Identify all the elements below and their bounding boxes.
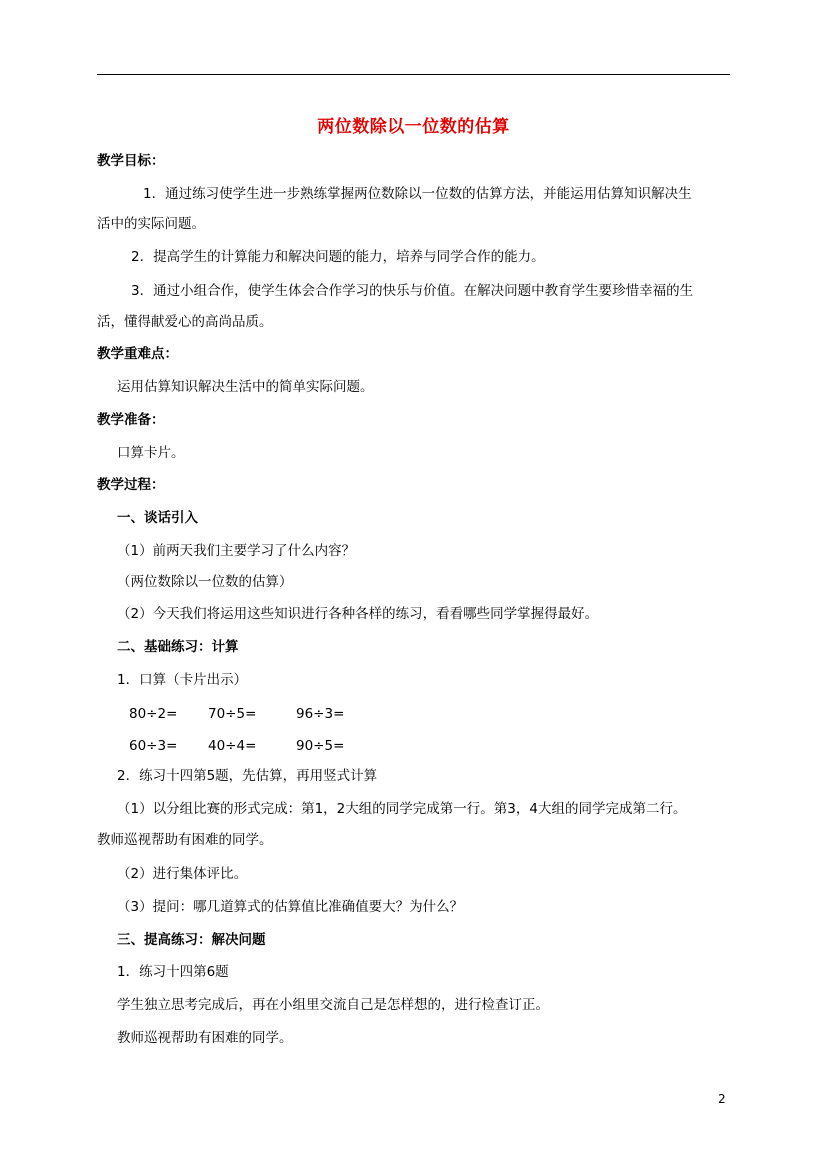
process-heading: 教学过程： (97, 477, 165, 493)
section-3-heading: 三、提高练习：解决问题 (117, 932, 266, 948)
goal-3-line-a: 3．通过小组合作，使学生体会合作学习的快乐与价值。在解决问题中教育学生要珍惜幸福的生 (131, 283, 694, 299)
section-2-line-3b: 教师巡视帮助有困难的同学。 (97, 832, 273, 848)
section-2-line-3a: （1）以分组比赛的形式完成：第1，2大组的同学完成第一行。第3，4大组的同学完成第二行。 (117, 801, 687, 817)
section-2-line-2: 2．练习十四第5题，先估算，再用竖式计算 (117, 768, 378, 784)
calc-item: 96÷3= (296, 706, 345, 722)
header-rule (97, 74, 730, 75)
section-3-line-1: 1．练习十四第6题 (117, 964, 229, 980)
section-2-line-5: （3）提问：哪几道算式的估算值比准确值要大？为什么？ (117, 899, 464, 915)
page-number: 2 (718, 1092, 726, 1106)
section-1-line-3: （2）今天我们将运用这些知识进行各种各样的练习，看看哪些同学掌握得最好。 (117, 606, 599, 622)
calc-item: 40÷4= (208, 738, 257, 754)
calc-item: 70÷5= (208, 706, 257, 722)
section-1-heading: 一、谈话引入 (117, 510, 198, 526)
section-2-heading: 二、基础练习：计算 (117, 639, 239, 655)
goals-heading: 教学目标： (97, 153, 165, 169)
preparation-text: 口算卡片。 (117, 445, 185, 461)
section-1-line-2: （两位数除以一位数的估算） (117, 574, 293, 590)
preparation-heading: 教学准备： (97, 412, 165, 428)
section-2-line-4: （2）进行集体评比。 (117, 866, 248, 882)
goal-3-line-b: 活，懂得献爱心的高尚品质。 (97, 314, 273, 330)
goal-1-line-b: 活中的实际问题。 (97, 216, 205, 232)
section-3-line-2: 学生独立思考完成后，再在小组里交流自己是怎样想的，进行检查订正。 (117, 997, 549, 1013)
document-title: 两位数除以一位数的估算 (317, 117, 510, 137)
calc-item: 80÷2= (129, 706, 178, 722)
calc-item: 90÷5= (296, 738, 345, 754)
section-3-line-3: 教师巡视帮助有困难的同学。 (117, 1030, 293, 1046)
goal-1-line-a: 1．通过练习使学生进一步熟练掌握两位数除以一位数的估算方法，并能运用估算知识解决生 (143, 186, 692, 202)
key-points-heading: 教学重难点： (97, 346, 178, 362)
key-points-text: 运用估算知识解决生活中的简单实际问题。 (117, 379, 374, 395)
section-2-line-1: 1．口算（卡片出示） (117, 672, 248, 688)
goal-2: 2．提高学生的计算能力和解决问题的能力，培养与同学合作的能力。 (131, 249, 545, 265)
section-1-line-1: （1）前两天我们主要学习了什么内容？ (117, 543, 356, 559)
calc-item: 60÷3= (129, 738, 178, 754)
